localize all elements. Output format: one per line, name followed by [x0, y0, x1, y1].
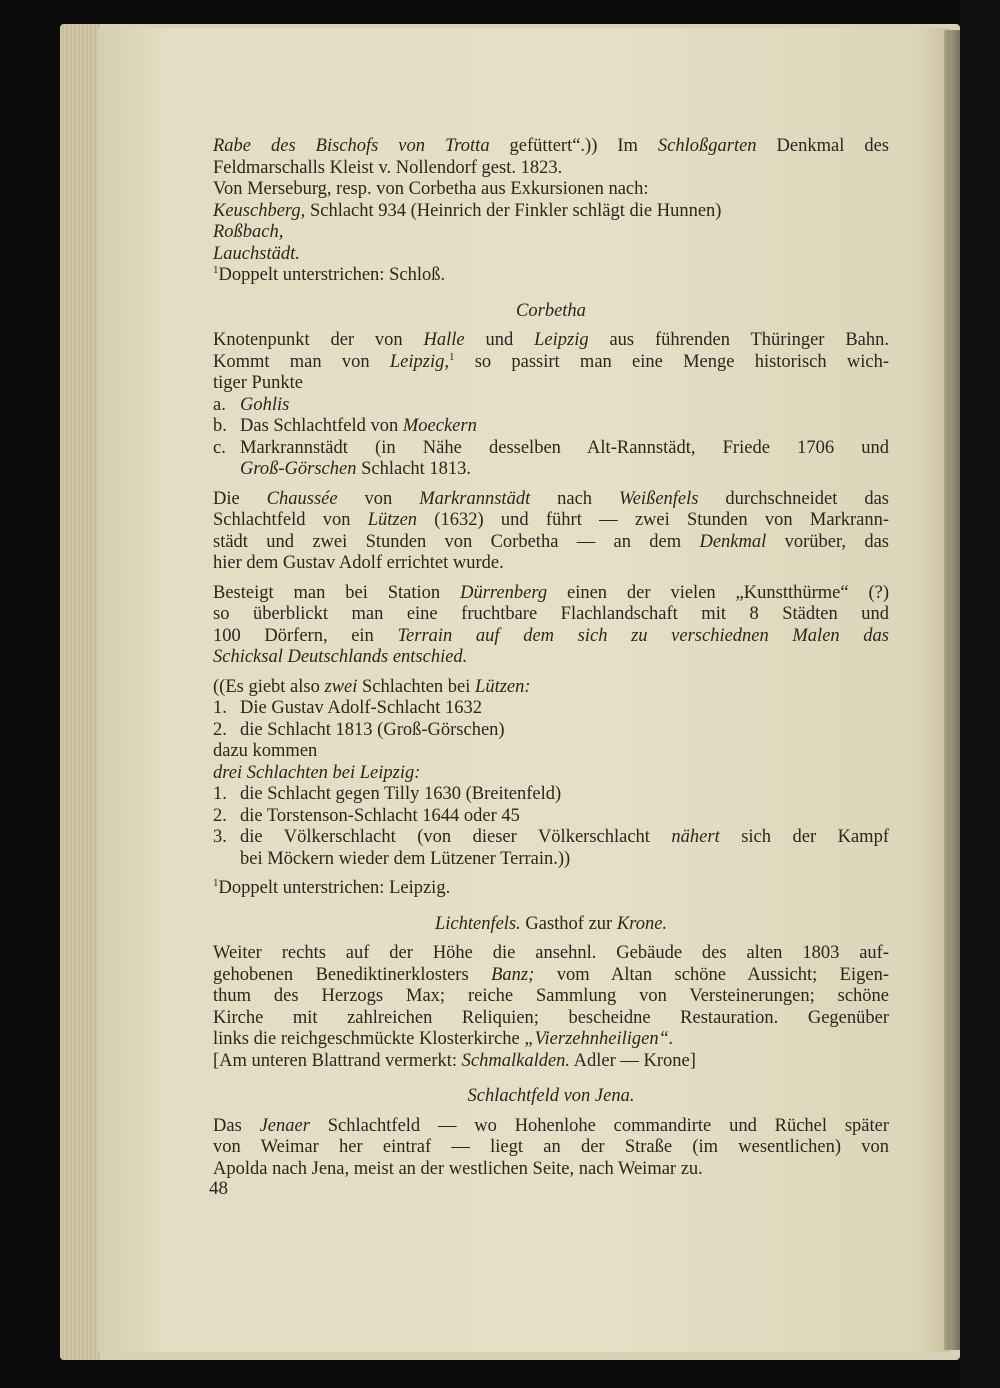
section-heading: Schlachtfeld von Jena.	[467, 1086, 635, 1106]
text-line: Schicksal Deutschlands entschied.	[213, 647, 468, 667]
text-line: dazu kommen	[213, 741, 318, 761]
text-line: 100 Dörfern, ein Terrain auf dem sich zu verschiednen Malen das	[213, 625, 889, 646]
text-line: Weiter rechts auf der Höhe die ansehnl. Gebäude des alten 1803 auf-	[213, 943, 889, 963]
text-line: Roßbach,	[213, 222, 284, 242]
text-line: [Am unteren Blattrand vermerkt: Schmalkalden. Adler — Krone]	[213, 1050, 696, 1071]
text-line: ((Es giebt also zwei Schlachten bei Lützen:	[213, 676, 531, 697]
page-text	[213, 136, 889, 1180]
text-line: Lauchstädt.	[213, 243, 300, 264]
section-heading: Corbetha	[516, 300, 586, 321]
footnote: $^1$Doppelt unterstrichen: Leipzig.	[213, 876, 451, 898]
text-line: Die Chaussée von Markrannstädt nach Weißenfels durchschneidet das	[213, 488, 889, 509]
text-line: Kommt man von Leipzig,$^1$ so passirt man eine Menge historisch wich-	[213, 350, 889, 372]
list-item: 1. Die Gustav Adolf-Schlacht 1632	[213, 698, 482, 718]
list-item: 2. die Torstenson-Schlacht 1644 oder 45	[213, 805, 520, 826]
text-line: so überblickt man eine fruchtbare Flachlandschaft mit 8 Städten und	[213, 604, 889, 624]
text-line: hier dem Gustav Adolf errichtet wurde.	[213, 553, 504, 573]
text-line: Apolda nach Jena, meist an der westlichen Seite, nach Weimar zu.	[213, 1158, 703, 1179]
text-line: von Weimar her eintraf — liegt an der Straße (im wesentlichen) von	[213, 1137, 889, 1157]
text-line: städt und zwei Stunden von Corbetha — an dem Denkmal vorüber, das	[213, 531, 889, 552]
text-line: drei Schlachten bei Leipzig:	[213, 762, 421, 783]
text-line: Knotenpunkt der von Halle und Leipzig aus führenden Thüringer Bahn.	[213, 330, 890, 350]
text-line: Das Jenaer Schlachtfeld — wo Hohenlohe commandirte und Rüchel später	[213, 1115, 889, 1136]
list-item: b. Das Schlachtfeld von Moeckern	[213, 416, 477, 436]
list-item: c. Markrannstädt (in Nähe desselben Alt-Rannstädt, Friede 1706 und	[213, 437, 889, 458]
text-line: Kirche mit zahlreichen Reliquien; bescheidne Restauration. Gegenüber	[213, 1007, 889, 1028]
list-item: 2. die Schlacht 1813 (Groß-Görschen)	[213, 719, 505, 740]
page-edges	[60, 24, 100, 1360]
footnote: $^1$Doppelt unterstrichen: Schloß.	[213, 263, 446, 285]
text-line: thum des Herzogs Max; reiche Sammlung von Versteinerungen; schöne	[213, 986, 889, 1006]
background-dark	[960, 0, 1000, 1388]
text-line: links die reichgeschmückte Klosterkirche „Vierzehnheiligen“.	[213, 1029, 674, 1049]
list-item: 3. die Völkerschlacht (von dieser Völkerschlacht nähert sich der Kampf	[213, 827, 889, 847]
text-line: Rabe des Bischofs von Trotta gefüttert“.)) Im Schloßgarten Denkmal des	[213, 136, 890, 156]
text-line: Keuschberg, Schlacht 934 (Heinrich der Finkler schlägt die Hunnen)	[213, 200, 722, 221]
text-line: tiger Punkte	[213, 373, 303, 393]
list-item: 1. die Schlacht gegen Tilly 1630 (Breitenfeld)	[213, 784, 562, 804]
section-heading: Lichtenfels. Gasthof zur Krone.	[434, 913, 668, 934]
list-item: a. Gohlis	[213, 394, 290, 415]
text-line: Groß-Görschen Schlacht 1813.	[240, 459, 472, 479]
text-line: gehobenen Benediktinerklosters Banz; vom Altan schöne Aussicht; Eigen-	[213, 964, 889, 985]
page-number: 48	[209, 1178, 228, 1199]
text-line: Besteigt man bei Station Dürrenberg einen der vielen „Kunstthürme“ (?)	[213, 582, 889, 603]
text-line: Feldmarschalls Kleist v. Nollendorf gest. 1823.	[213, 157, 563, 178]
text-line: Von Merseburg, resp. von Corbetha aus Exkursionen nach:	[213, 179, 649, 199]
text-line: bei Möckern wieder dem Lützener Terrain.))	[240, 848, 571, 869]
text-line: Schlachtfeld von Lützen (1632) und führt — zwei Stunden von Markrann-	[213, 510, 889, 530]
